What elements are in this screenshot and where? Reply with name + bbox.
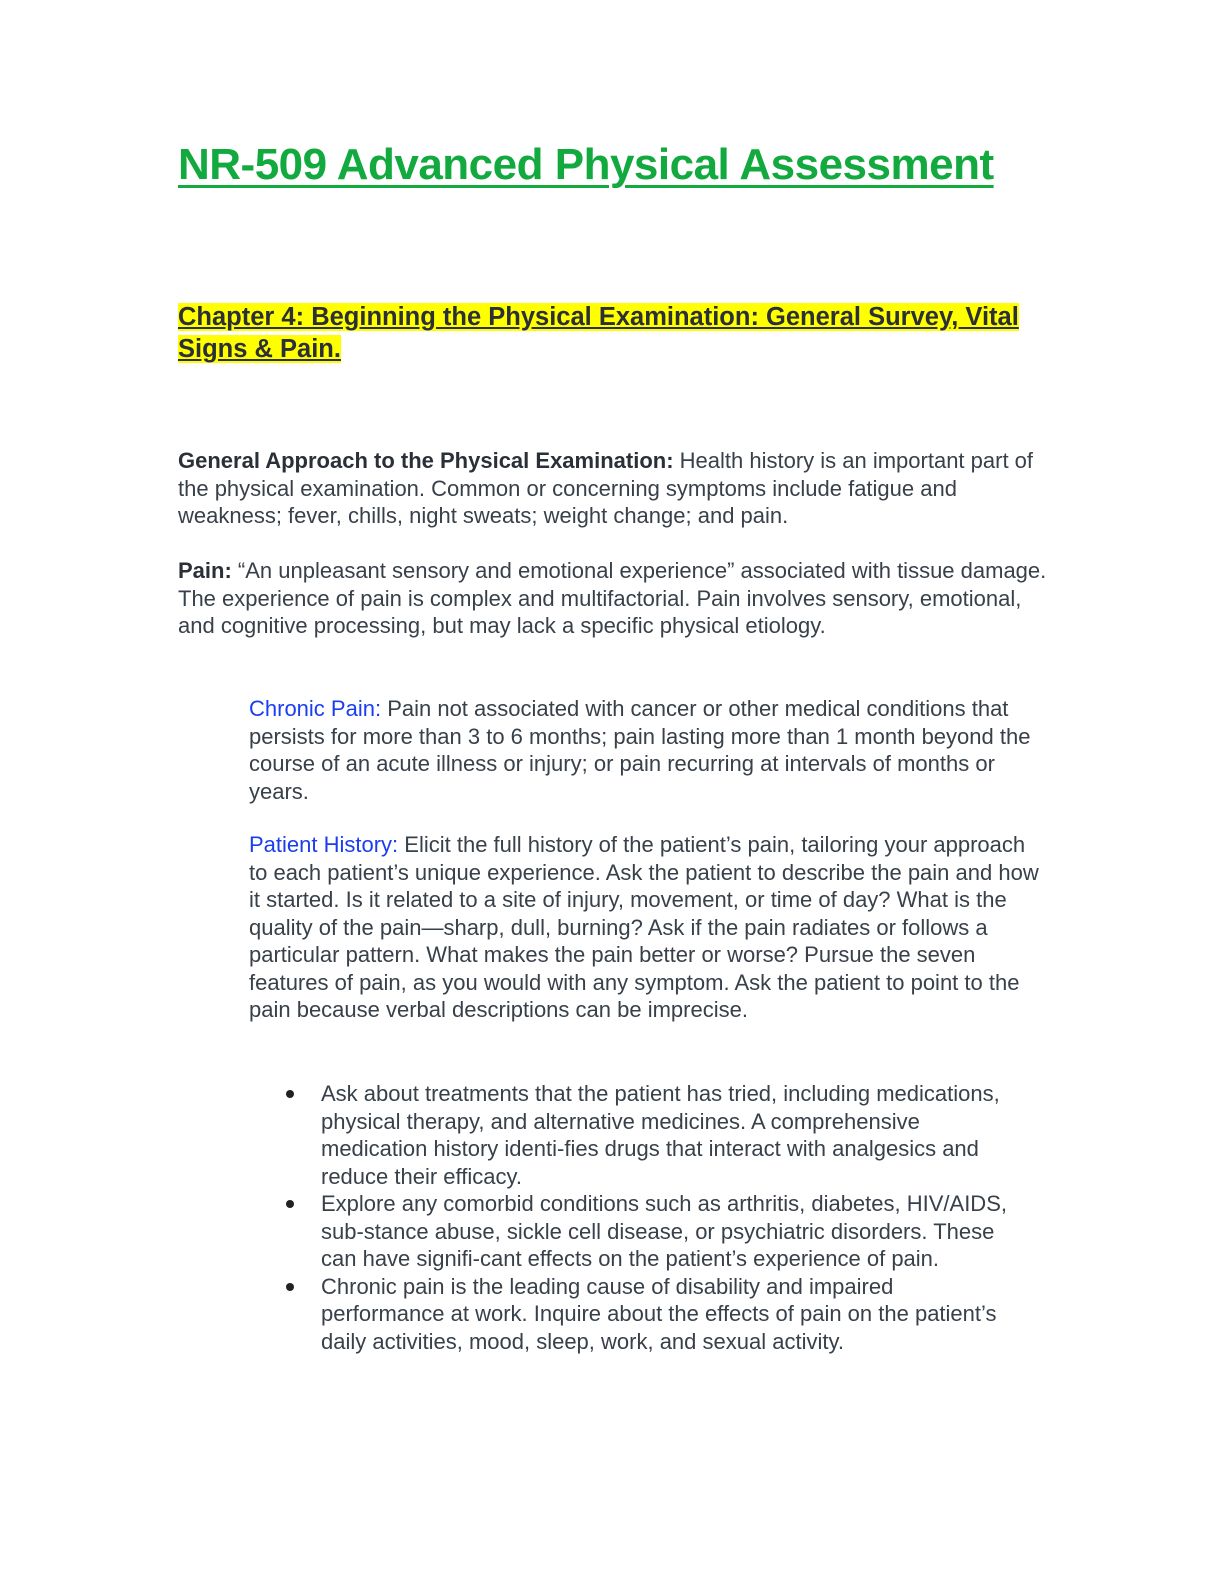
bullet-item: [284, 1273, 1014, 1356]
chapter-heading: [178, 301, 1038, 365]
subsection-term: Patient History:: [249, 832, 399, 857]
section-general-approach: [178, 447, 1048, 530]
subsection-term: Chronic Pain:: [249, 696, 382, 721]
document-title: NR-509 Advanced Physical Assessment: [178, 140, 994, 189]
section-lead: Pain:: [178, 558, 232, 583]
bullet-list: [284, 1080, 1014, 1355]
bullet-text: Chronic pain is the leading cause of disability and impaired performance at work. Inquire about the effects of pain on the patient’s daily activities, mood, sleep, work, and sexual activity.: [321, 1273, 997, 1354]
bullet-icon: [286, 1090, 294, 1098]
bullet-text: Ask about treatments that the patient has tried, including medications, physical therapy, and alternative medicines. A comprehensive medication history identi-fies drugs that interact with analgesics and reduce their efficacy.: [321, 1081, 1000, 1189]
section-lead: General Approach to the Physical Examination:: [178, 448, 674, 473]
bullet-icon: [286, 1283, 294, 1291]
section-text: “An unpleasant sensory and emotional experience” associated with tissue damage. The experience of pain is complex and multifactorial. Pain involves sensory, emotional, and cognitive processing, but may lack a specific physical etiology.: [178, 558, 1047, 638]
chapter-heading-text: Chapter 4: Beginning the Physical Examination: General Survey, Vital Signs & Pain.: [178, 303, 1019, 363]
bullet-icon: [286, 1200, 294, 1208]
section-text: Health history is an important part of the physical examination. Common or concerning symptoms include fatigue and weakness; fever, chills, night sweats; weight change; and pain.: [178, 448, 1034, 528]
bullet-item: [284, 1080, 1014, 1190]
subsection-chronic-pain: [249, 695, 1039, 805]
subsection-patient-history: [249, 831, 1039, 1024]
subsection-text: Elicit the full history of the patient’s pain, tailoring your approach to each patient’s unique experience. Ask the patient to describe the pain and how it started. Is it related to a site of injury, movement, or time of day? What is the quality of the pain—sharp, dull, burning? Ask if the pain radiates or follows a particular pattern. What makes the pain better or worse? Pursue the seven features of pain, as you would with any symptom. Ask the patient to point to the pain because verbal descriptions can be imprecise.: [249, 832, 1039, 1022]
bullet-text: Explore any comorbid conditions such as arthritis, diabetes, HIV/AIDS, sub-stance abuse, sickle cell disease, or psychiatric disorders. These can have signifi-cant effects on the patient’s experience of pain.: [321, 1191, 1007, 1271]
subsection-text: Pain not associated with cancer or other medical conditions that persists for more than 3 to 6 months; pain lasting more than 1 month beyond the course of an acute illness or injury; or pain recurring at intervals of months or years.: [249, 696, 1031, 804]
section-pain: [178, 557, 1048, 640]
bullet-item: [284, 1190, 1014, 1273]
